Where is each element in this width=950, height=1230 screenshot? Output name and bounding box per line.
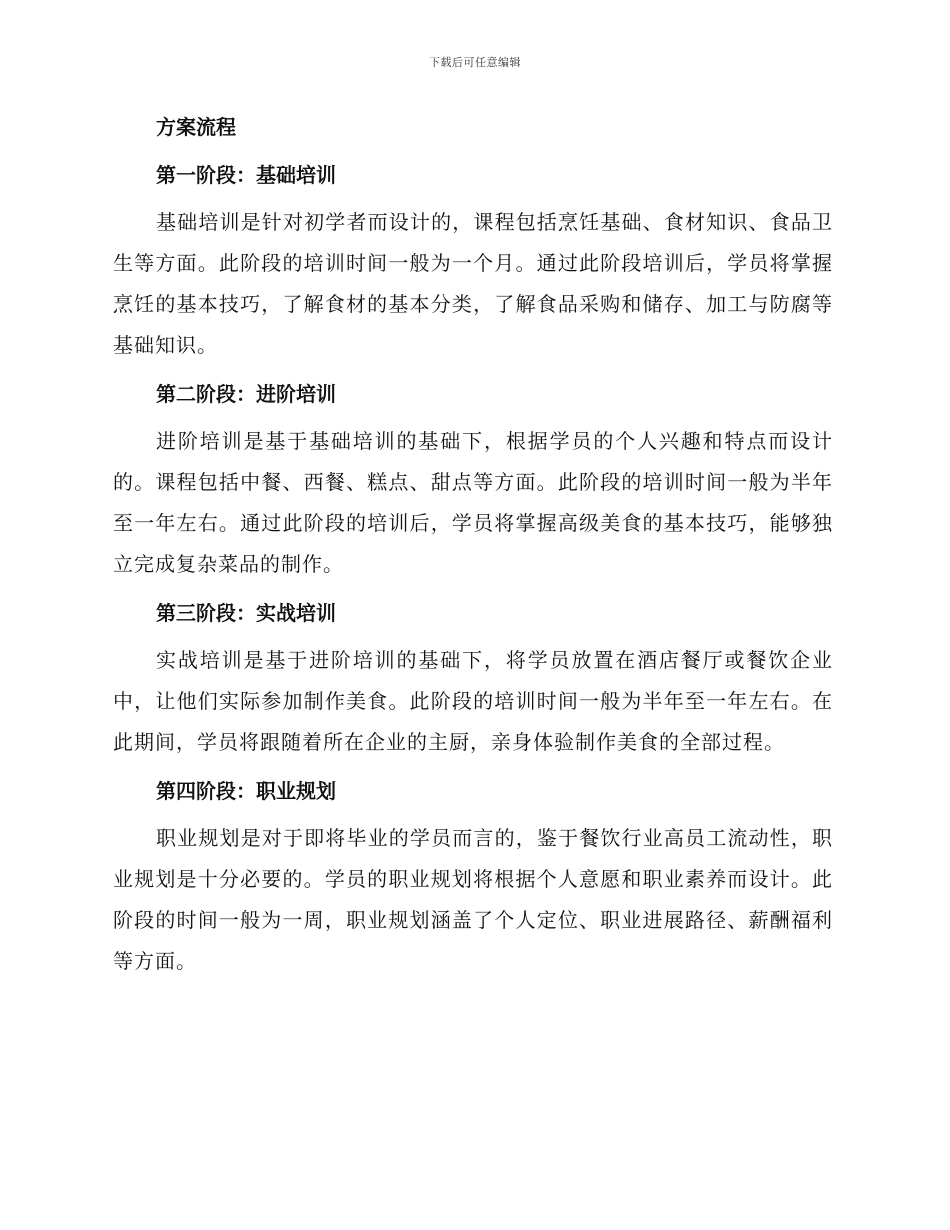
document-body — [113, 110, 833, 993]
page-header: 下载后可任意编辑 — [429, 56, 521, 69]
section-paragraph-stage-2: 进阶培训是基于基础培训的基础下，根据学员的个人兴趣和特点而设计的。课程包括中餐、西餐、糕点、甜点等方面。此阶段的培训时间一般为半年至一年左右。通过此阶段的培训后，学员将掌握高级美食的基本技巧，能够独立完成复杂菜品的制作。 — [113, 429, 833, 576]
section-paragraph-stage-4: 职业规划是对于即将毕业的学员而言的，鉴于餐饮行业高员工流动性，职业规划是十分必要的。学员的职业规划将根据个人意愿和职业素养而设计。此阶段的时间一般为一周，职业规划涵盖了个人定位、职业进展路径、薪酬福利等方面。 — [113, 826, 833, 973]
section-heading-stage-1: 第一阶段：基础培训 — [156, 163, 336, 187]
section-heading-stage-4: 第四阶段：职业规划 — [156, 779, 336, 803]
document-title: 方案流程 — [156, 115, 236, 139]
section-heading-stage-3: 第三阶段：实战培训 — [156, 601, 336, 625]
section-paragraph-stage-3: 实战培训是基于进阶培训的基础下，将学员放置在酒店餐厅或餐饮企业中，让他们实际参加制作美食。此阶段的培训时间一般为半年至一年左右。在此期间，学员将跟随着所在企业的主厨，亲身体验制作美食的全部过程。 — [113, 648, 833, 754]
section-paragraph-stage-1: 基础培训是针对初学者而设计的，课程包括烹饪基础、食材知识、食品卫生等方面。此阶段的培训时间一般为一个月。通过此阶段培训后，学员将掌握烹饪的基本技巧，了解食材的基本分类，了解食品采购和储存、加工与防腐等基础知识。 — [113, 210, 833, 357]
section-heading-stage-2: 第二阶段：进阶培训 — [156, 382, 336, 406]
